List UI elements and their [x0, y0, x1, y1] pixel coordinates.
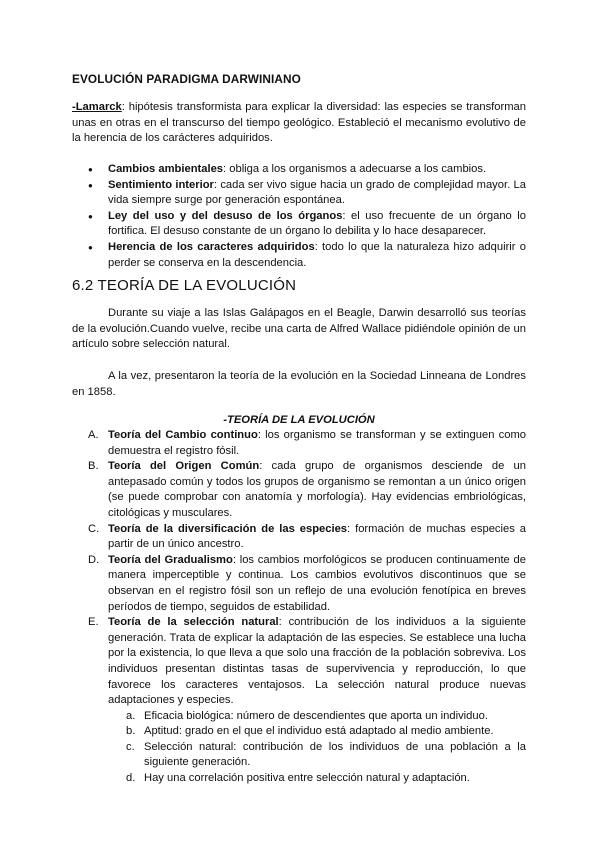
- list-item: [88, 553, 526, 615]
- theory-subtitle: -TEORÍA DE LA EVOLUCIÓN: [223, 414, 375, 426]
- list-item: [108, 162, 526, 178]
- lamarck-label: -Lamarck: [72, 101, 122, 113]
- theory-term: Teoría del Cambio continuo: [108, 429, 258, 441]
- subitem-text: Aptitud: grado en el que el individuo está adaptado al medio ambiente.: [144, 725, 494, 738]
- list-marker: c.: [126, 740, 135, 753]
- subitem-text: Hay una correlación positiva entre selección natural y adaptación.: [144, 772, 470, 785]
- bullet-text: : cada ser vivo sigue hacia un grado de complejidad mayor. La vida siempre surge por generación espontánea.: [108, 178, 526, 207]
- bullet-term: Sentimiento interior: [108, 178, 214, 191]
- list-marker: C.: [88, 522, 100, 535]
- list-marker: D.: [88, 553, 100, 566]
- theory-list: [88, 428, 527, 787]
- list-marker: A.: [88, 429, 99, 441]
- list-item: [126, 709, 526, 725]
- list-marker: B.: [88, 460, 99, 473]
- bullet-text: : todo lo que la naturaleza hizo adquirir o perder se conserva en la descendencia.: [108, 240, 526, 269]
- list-item: [126, 740, 526, 771]
- list-item: [88, 615, 526, 787]
- bullet-text: : obliga a los organismos a adecuarse a los cambios.: [223, 163, 487, 175]
- list-item: [108, 178, 526, 209]
- theory-term: Teoría de la diversificación de las especies: [108, 522, 348, 535]
- lamarck-bullet-list: [108, 162, 526, 271]
- section-title: EVOLUCIÓN PARADIGMA DARWINIANO: [72, 72, 301, 86]
- bullet-term: Cambios ambientales: [108, 163, 224, 175]
- list-item: [88, 428, 526, 459]
- lamarck-paragraph: [72, 100, 526, 147]
- list-item: [126, 724, 526, 740]
- list-item: [108, 209, 526, 240]
- theory-term: Teoría del Gradualismo: [108, 553, 233, 566]
- theory-text: : formación de muchas especies a partir de un único ancestro.: [108, 522, 526, 551]
- theory-term: Teoría del Origen Común: [108, 460, 260, 473]
- theory-term: Teoría de la selección natural: [108, 616, 279, 629]
- bullet-text: : el uso frecuente de un órgano lo fortifica. El desuso constante de un órgano lo debilita y lo hace desaparecer.: [108, 209, 527, 238]
- bullet-term: Herencia de los caracteres adquiridos: [108, 240, 315, 253]
- linnean-paragraph: A la vez, presentaron la teoría de la evolución en la Sociedad Linneana de Londres en 1858.: [72, 370, 526, 398]
- selection-sublist: [108, 709, 526, 787]
- subitem-text: Selección natural: contribución de los individuos de una población a la siguiente generación.: [144, 740, 526, 769]
- list-item: [126, 771, 526, 787]
- bullet-term: Ley del uso y del desuso de los órganos: [108, 209, 343, 222]
- theory-text: : contribución de los individuos a la siguiente generación. Trata de explicar la adaptación de las especies. Se establece una lucha por la existencia, lo que lleva a que solo una fracción de la población sobreviva. Los individuos presentan distintas tasas de supervivencia y reproducción, lo que favorece los caracteres ventajosos. La selección natural produce nuevas adaptaciones y especies.: [108, 616, 526, 707]
- list-marker: a.: [126, 709, 136, 722]
- theory-text: : los organismo se transforman y se extinguen como demuestra el registro fósil.: [108, 429, 526, 457]
- list-item: [88, 459, 527, 521]
- darwin-paragraph: Durante su viaje a las Islas Galápagos en el Beagle, Darwin desarrolló sus teorías de la evolución.Cuando vuelve, recibe una carta de Alfred Wallace pidiéndole opinión de un artículo sobre selección natural.: [72, 307, 526, 351]
- theory-text: : cada grupo de organismos desciende de un antepasado común y todos los grupos de organismo se remontan a un único origen (se puede comprobar con anatomía y morfología). Hay evidencias embriológicas, citológicas y musculares.: [108, 460, 527, 519]
- section-heading: 6.2 TEORÍA DE LA EVOLUCIÓN: [72, 277, 297, 294]
- list-marker: E.: [88, 616, 99, 629]
- theory-text: : los cambios morfológicos se producen continuamente de manera imperceptible y continua. Los cambios evolutivos discontinuos que se observan en el registro fósil son un reflejo de una evolución fenotípica en breves períodos de tiempo, seguidos de estabilidad.: [108, 553, 526, 613]
- list-item: [88, 522, 526, 553]
- subitem-text: Eficacia biológica: número de descendientes que aporta un individuo.: [144, 709, 488, 722]
- list-item: [108, 240, 526, 271]
- list-marker: b.: [126, 725, 136, 738]
- lamarck-text: : hipótesis transformista para explicar la diversidad: las especies se transforman unas en otras en el transcurso del tiempo geológico. Estableció el mecanismo evolutivo de la herencia de los carácteres adquiridos.: [72, 101, 526, 145]
- list-marker: d.: [126, 772, 136, 785]
